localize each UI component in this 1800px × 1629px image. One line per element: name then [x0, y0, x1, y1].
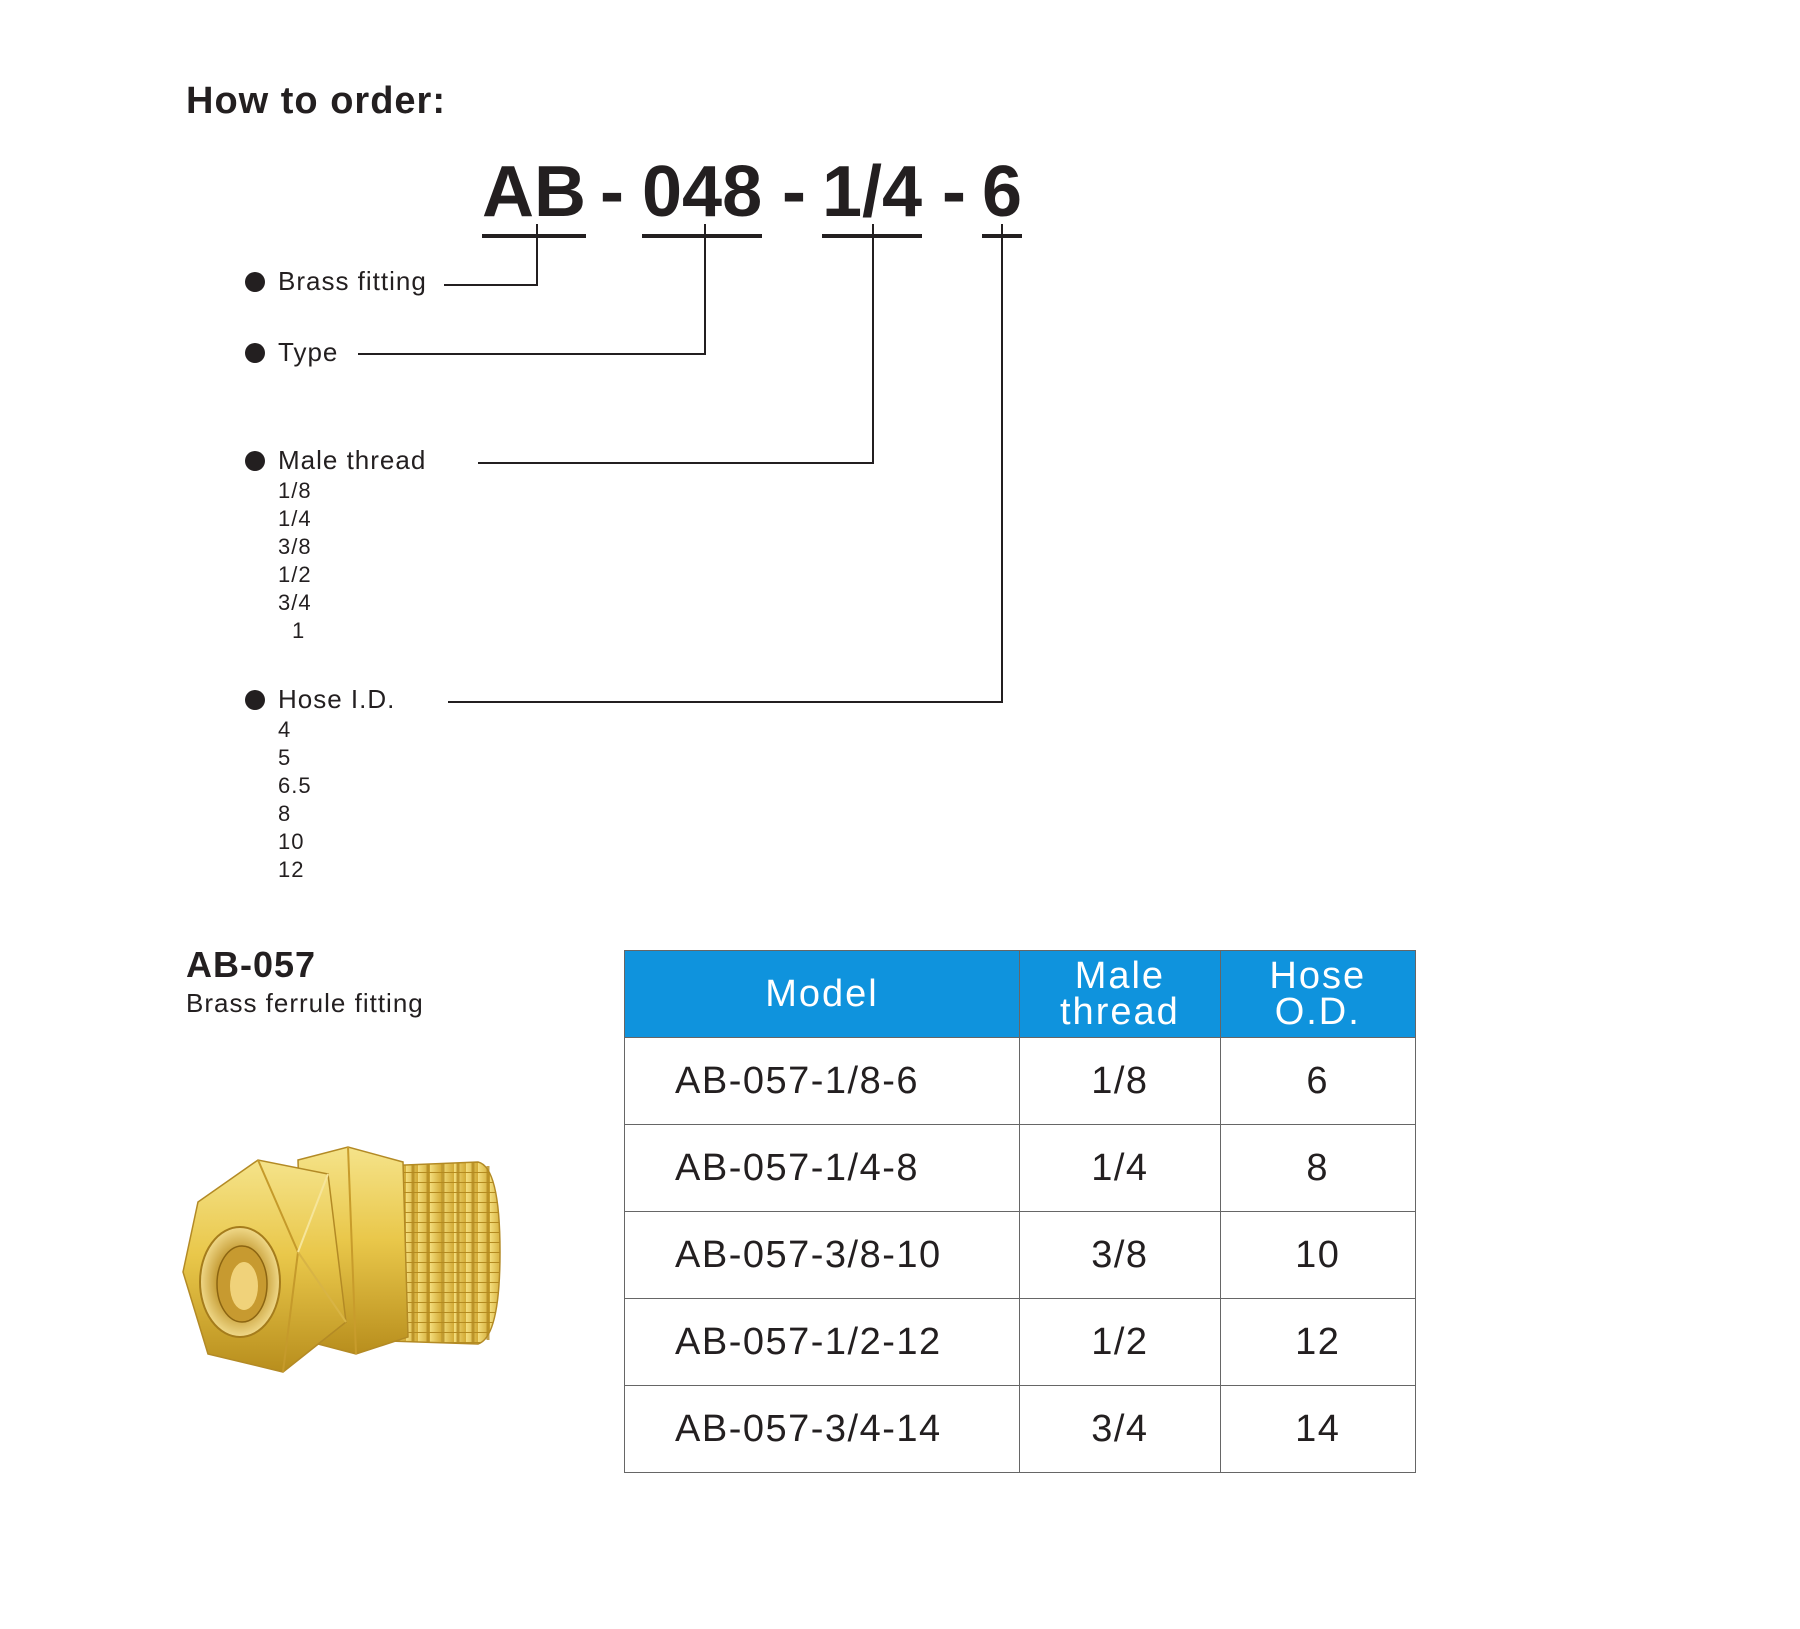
column-header-model: Model [625, 951, 1020, 1038]
field-label-brass-fitting: Brass fitting [278, 266, 427, 296]
cell-model: AB-057-3/4-14 [625, 1386, 1020, 1473]
code-part-hose: 6 [982, 152, 1022, 238]
option-value: 1/2 [278, 562, 312, 587]
cell-male-thread: 1/2 [1020, 1299, 1221, 1386]
column-header-male-thread: Male thread [1020, 951, 1221, 1038]
hose-id-options [278, 716, 312, 884]
option-value: 1/4 [278, 506, 312, 531]
bullet-icon [245, 690, 265, 710]
table-row [625, 1212, 1416, 1299]
brass-ferrule-fitting-image [178, 1122, 518, 1397]
code-part-thread: 1/4 [822, 152, 922, 238]
option-value: 3/4 [278, 590, 312, 615]
option-value: 3/8 [278, 534, 312, 559]
cell-model: AB-057-1/4-8 [625, 1125, 1020, 1212]
code-part-series: AB [482, 152, 586, 238]
bullet-icon [245, 272, 265, 292]
cell-male-thread: 1/4 [1020, 1125, 1221, 1212]
table-row [625, 1299, 1416, 1386]
spec-table [624, 950, 1416, 1473]
table-row [625, 1386, 1416, 1473]
option-value: 4 [278, 717, 292, 742]
table-row [625, 1125, 1416, 1212]
cell-male-thread: 3/4 [1020, 1386, 1221, 1473]
cell-hose-od: 12 [1220, 1299, 1415, 1386]
cell-male-thread: 3/8 [1020, 1212, 1221, 1299]
cell-model: AB-057-1/2-12 [625, 1299, 1020, 1386]
field-label-hose-id: Hose I.D. [278, 684, 396, 714]
option-value: 6.5 [278, 773, 312, 798]
field-label-male-thread: Male thread [278, 445, 427, 475]
option-value: 8 [278, 801, 292, 826]
code-separator: - [600, 152, 624, 232]
table-row [625, 1038, 1416, 1125]
option-value: 1/8 [278, 478, 312, 503]
cell-hose-od: 6 [1220, 1038, 1415, 1125]
column-header-hose-od: Hose O.D. [1220, 951, 1415, 1038]
bullet-icon [245, 343, 265, 363]
code-separator: - [942, 152, 966, 232]
code-part-type: 048 [642, 152, 762, 238]
product-description: Brass ferrule fitting [186, 988, 424, 1018]
how-to-order-title: How to order: [186, 80, 446, 122]
field-label-type: Type [278, 337, 339, 367]
product-name: AB-057 [186, 944, 317, 985]
cell-male-thread: 1/8 [1020, 1038, 1221, 1125]
cell-model: AB-057-1/8-6 [625, 1038, 1020, 1125]
cell-hose-od: 10 [1220, 1212, 1415, 1299]
table-header-row [625, 951, 1416, 1038]
cell-model: AB-057-3/8-10 [625, 1212, 1020, 1299]
cell-hose-od: 8 [1220, 1125, 1415, 1212]
leader-line-hose-id [448, 224, 1003, 703]
code-separator: - [782, 152, 806, 232]
male-thread-options [278, 477, 312, 645]
cell-hose-od: 14 [1220, 1386, 1415, 1473]
option-value: 5 [278, 745, 292, 770]
option-value: 10 [278, 829, 305, 854]
option-value: 1 [292, 618, 306, 643]
bullet-icon [245, 451, 265, 471]
option-value: 12 [278, 857, 305, 882]
